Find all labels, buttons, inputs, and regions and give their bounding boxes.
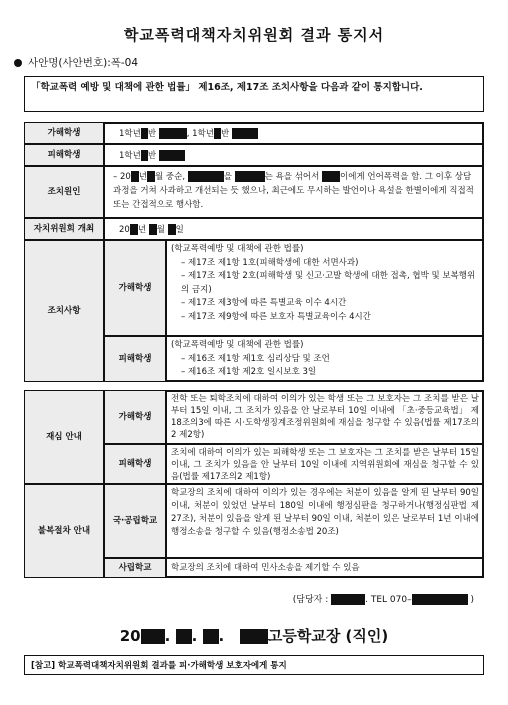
redaction — [322, 171, 340, 182]
appeal-private-header: 사립학교 — [104, 558, 166, 578]
reexam-perp-header: 가해학생 — [104, 390, 166, 444]
reexam-header: 재심 안내 — [24, 390, 104, 484]
measures-vic-item: – 제16조 제1항 제2호 일시보호 3일 — [181, 367, 317, 377]
redaction — [168, 224, 176, 235]
redaction — [412, 594, 468, 605]
victim-value: 1학년 반 — [104, 144, 484, 166]
measures-vic-header: 피해학생 — [104, 336, 166, 382]
contact-line: (담당자 : . TEL 070– ) — [292, 595, 474, 605]
measures-perp-list — [166, 240, 484, 336]
reexam-perp-text: 전학 또는 퇴학조치에 대하여 이의가 있는 학생 또는 그 보호자는 그 조치를 받은 날부터 15일 이내, 그 조치가 있음을 안 날로부터 10일 이내에 「초·중등교육법」 제18조의3에 따른 시·도학생징계조정위원회에 재심을 청구할 수 있음(법률 제17조의2 제2항) — [166, 390, 484, 444]
measures-vic-item: – 제16조 제1항 제1호 심리상담 및 조언 — [181, 353, 330, 364]
redaction — [141, 629, 165, 644]
measures-perp-header: 가해학생 — [104, 240, 166, 336]
perpetrator-value: 1학년 반 , 1학년 반 — [104, 122, 484, 144]
document-title: 학교폭력대책자치위원회 결과 통지서 — [123, 26, 385, 44]
redaction — [149, 224, 157, 235]
redaction — [240, 629, 268, 644]
redaction — [232, 128, 258, 139]
measures-perp-item: (학교폭력예방 및 대책에 관한 법률) — [171, 244, 304, 254]
measures-perp-item: – 제17조 제1항 1호(피해학생에 대한 서면사과) — [181, 257, 359, 268]
redaction — [131, 171, 139, 182]
measures-perp-item: – 제17조 제1항 2호(피해학생 및 신고·고발 학생에 대한 접촉, 협박 및 보복행위의 금지) — [181, 271, 476, 295]
appeal-public-header: 국·공립학교 — [104, 484, 166, 558]
notice-box: 「학교폭력 예방 및 대책에 관한 법률」 제16조, 제17조 조치사항을 다음과 같이 통지합니다. — [24, 76, 484, 112]
meeting-value: 20 년 월 일 — [104, 218, 484, 240]
appeal-public-text: 학교장의 조치에 대하여 이의가 있는 경우에는 처분이 있음을 알게 된 날부터 90일 이내, 처분이 있었던 날부터 180일 이내에 행정심판을 청구하거나(행정심판법 제27조), 처분이 있음을 알게 된 날부터 90일 이내, 처분이 있은 날로부터 1년 이내에 행정소송을 청구할 수 있음(행정소송법 20조) — [166, 484, 484, 558]
redaction — [159, 128, 187, 139]
cause-header: 조치원인 — [24, 166, 104, 218]
meeting-header: 자치위원회 개최 — [24, 218, 104, 240]
bullet-dot-icon — [14, 59, 22, 67]
redaction — [176, 629, 192, 644]
redaction — [141, 150, 148, 161]
redaction — [203, 629, 219, 644]
redaction — [147, 171, 155, 182]
cause-value: – 20 년 월 중순, 을 는 욕을 섞어서 이에게 언어폭력을 함. 그 이후 상담 과정을 거쳐 사과하고 개선되는 듯 했으나, 최근에도 무시하는 발언이나 욕설을 한별이에게 직접적 또는 간접적으로 행사함. — [104, 166, 484, 218]
redaction — [159, 150, 185, 161]
measures-header: 조치사항 — [24, 240, 104, 382]
reexam-vic-header: 피해학생 — [104, 444, 166, 484]
redaction — [331, 594, 365, 605]
measures-vic-item: (학교폭력예방 및 대책에 관한 법률) — [171, 340, 304, 350]
appeal-private-text: 학교장의 조치에 대하여 민사소송을 제기할 수 있음 — [166, 558, 484, 578]
measures-perp-item: – 제17조 제3항에 따른 특별교육 이수 4시간 — [181, 298, 347, 308]
redaction — [235, 171, 265, 182]
redaction — [130, 224, 138, 235]
measures-perp-item: – 제17조 제9항에 따른 보호자 특별교육이수 4시간 — [181, 311, 371, 322]
case-name — [14, 55, 138, 70]
appeal-header: 불복절차 안내 — [24, 484, 104, 578]
case-label: 사안명(사안번호):폭-04 — [28, 57, 139, 69]
redaction — [188, 171, 224, 182]
footer-note: [참고] 학교폭력대책자치위원회 결과를 피·가해학생 보호자에게 통지 — [24, 655, 484, 675]
redaction — [141, 128, 148, 139]
victim-header: 피해학생 — [24, 144, 104, 166]
measures-vic-list — [166, 336, 484, 382]
redaction — [214, 128, 221, 139]
perpetrator-header: 가해학생 — [24, 122, 104, 144]
principal-signature: 20 . . . 고등학교장 (직인) — [119, 627, 389, 645]
reexam-vic-text: 조치에 대하여 이의가 있는 피해학생 또는 그 보호자는 그 조치를 받은 날부터 15일 이내, 그 조치가 있음을 안 날부터 10일 이내에 지역위원회에 재심을 청구할 수 있음(법률 제17조의2 제1항) — [166, 444, 484, 484]
